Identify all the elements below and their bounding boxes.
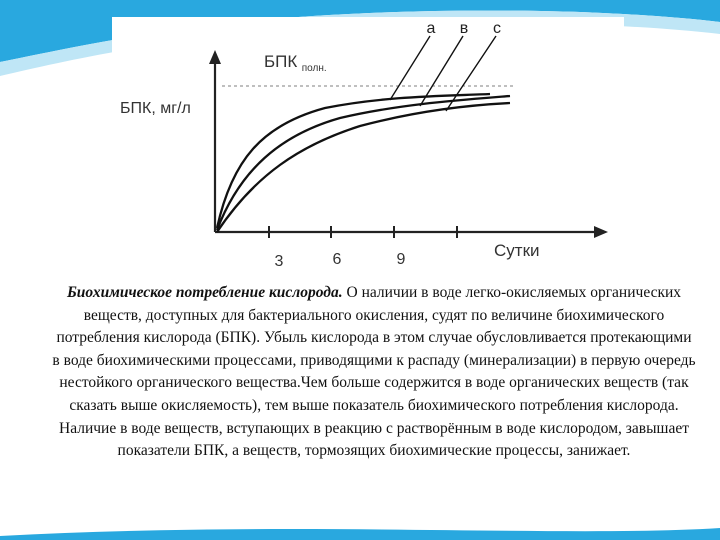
bpk-full-sub: полн. (301, 63, 327, 74)
caption-body: О наличии в воде легко-окисляемых органических веществ, доступных для бактериального окисления, судят по величине биохимического потребления кислорода (БПК). Убыль кислорода в этом случае обусловливается протекающими в воде биохимическими процессами, приводящими к распаду (минерализации) в первую очередь нестойкого органического вещества.Чем больше содержится в воде органических веществ (так сказать выше окисляемость), тем выше показатель биохимического потребления кислорода. Наличие в воде веществ, вступающих в реакцию с растворённым в воде кислородом, завышает показатели БПК, а веществ, тормозящих биохимические процессы, занижает. (52, 284, 696, 460)
curve-label-c: с (493, 20, 501, 37)
label-pointer-a (390, 36, 430, 100)
x-tick-label: 9 (396, 251, 406, 268)
caption-text (52, 282, 696, 463)
x-tick-label: 6 (332, 251, 342, 268)
x-axis-arrow (594, 226, 608, 238)
x-axis-label: Сутки (494, 241, 540, 260)
y-axis-label: БПК, мг/л (120, 100, 191, 117)
curve-label-b: в (459, 20, 469, 37)
y-axis-arrow (209, 50, 221, 64)
bpk-full-label (264, 52, 327, 74)
curve-bottom (217, 103, 510, 232)
bottom-wave-band (0, 528, 720, 540)
curve-middle (217, 96, 510, 230)
x-tick-label: 3 (274, 253, 284, 270)
curve-label-a: а (426, 20, 436, 37)
caption-lead: Биохимическое потребление кислорода. (66, 284, 343, 301)
bpk-full-main: БПК (264, 52, 298, 71)
